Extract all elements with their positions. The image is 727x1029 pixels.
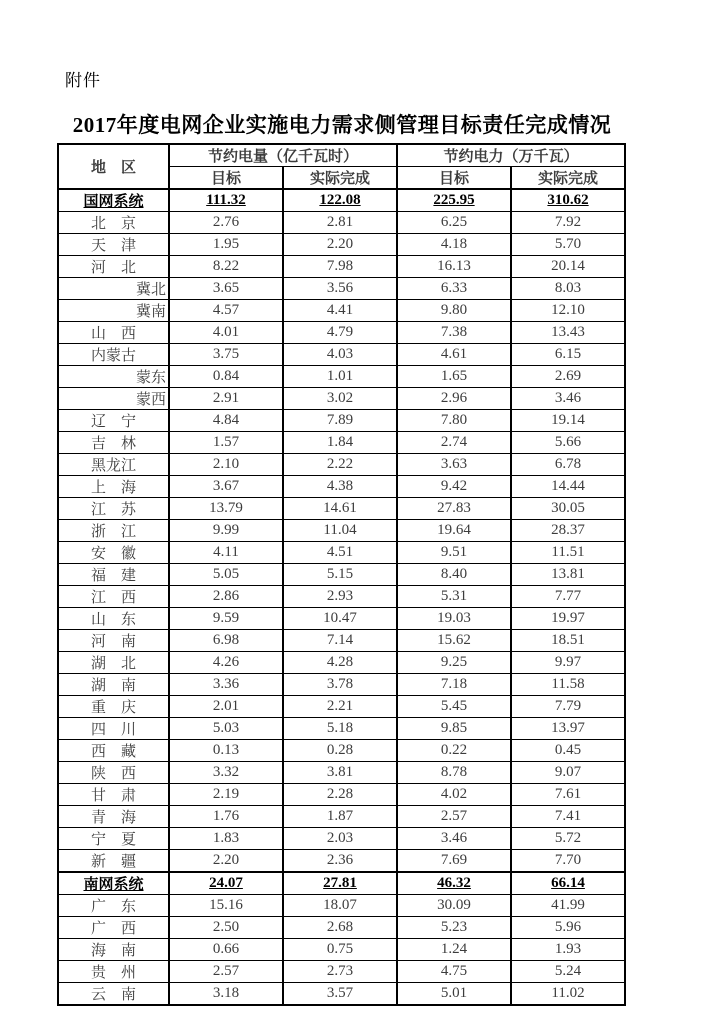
region-cell: 新 疆 [58,850,169,873]
value-cell: 3.78 [283,674,397,696]
value-cell: 13.43 [511,322,625,344]
value-cell: 9.59 [169,608,283,630]
value-cell: 3.67 [169,476,283,498]
value-cell: 1.24 [397,939,511,961]
subheader-target-energy: 目标 [169,167,283,190]
value-cell: 4.03 [283,344,397,366]
value-cell: 30.09 [397,895,511,917]
group-header-energy-saved: 节约电量（亿千瓦时） [169,144,397,167]
table-row [58,454,625,476]
value-cell: 3.57 [283,983,397,1006]
value-cell: 7.38 [397,322,511,344]
region-cell: 河 北 [58,256,169,278]
value-cell: 4.79 [283,322,397,344]
table-row [58,300,625,322]
value-cell: 6.33 [397,278,511,300]
value-cell: 0.66 [169,939,283,961]
table-row [58,564,625,586]
table-row [58,322,625,344]
value-cell: 2.73 [283,961,397,983]
table-row [58,850,625,873]
table-row [58,189,625,212]
value-cell: 18.07 [283,895,397,917]
region-cell: 广 西 [58,917,169,939]
value-cell: 5.66 [511,432,625,454]
table-row [58,410,625,432]
value-cell: 16.13 [397,256,511,278]
value-cell: 0.75 [283,939,397,961]
value-cell: 0.13 [169,740,283,762]
region-cell: 山 东 [58,608,169,630]
region-cell: 甘 肃 [58,784,169,806]
value-cell: 2.20 [169,850,283,873]
region-cell: 西 藏 [58,740,169,762]
region-cell: 国网系统 [58,189,169,212]
value-cell: 15.16 [169,895,283,917]
value-cell: 2.96 [397,388,511,410]
value-cell: 18.51 [511,630,625,652]
value-cell: 2.19 [169,784,283,806]
value-cell: 7.77 [511,586,625,608]
region-cell: 福 建 [58,564,169,586]
table-row [58,828,625,850]
region-cell: 湖 北 [58,652,169,674]
value-cell: 2.20 [283,234,397,256]
region-cell: 黑龙江 [58,454,169,476]
value-cell: 225.95 [397,189,511,212]
value-cell: 2.28 [283,784,397,806]
region-cell: 上 海 [58,476,169,498]
value-cell: 3.36 [169,674,283,696]
region-cell: 冀北 [58,278,169,300]
value-cell: 2.74 [397,432,511,454]
value-cell: 5.01 [397,983,511,1006]
region-cell: 天 津 [58,234,169,256]
region-cell: 河 南 [58,630,169,652]
value-cell: 2.50 [169,917,283,939]
value-cell: 1.93 [511,939,625,961]
value-cell: 9.07 [511,762,625,784]
value-cell: 27.83 [397,498,511,520]
value-cell: 4.61 [397,344,511,366]
value-cell: 46.32 [397,872,511,895]
table-row [58,806,625,828]
value-cell: 7.89 [283,410,397,432]
value-cell: 4.28 [283,652,397,674]
region-cell: 江 苏 [58,498,169,520]
table-row [58,939,625,961]
value-cell: 11.02 [511,983,625,1006]
table-row [58,917,625,939]
table-row [58,895,625,917]
value-cell: 5.31 [397,586,511,608]
value-cell: 6.98 [169,630,283,652]
value-cell: 2.76 [169,212,283,234]
value-cell: 28.37 [511,520,625,542]
value-cell: 7.18 [397,674,511,696]
value-cell: 7.98 [283,256,397,278]
value-cell: 9.80 [397,300,511,322]
value-cell: 19.14 [511,410,625,432]
table-row [58,652,625,674]
value-cell: 12.10 [511,300,625,322]
region-cell: 宁 夏 [58,828,169,850]
subheader-actual-power: 实际完成 [511,167,625,190]
table-row [58,278,625,300]
value-cell: 9.42 [397,476,511,498]
value-cell: 7.80 [397,410,511,432]
value-cell: 4.51 [283,542,397,564]
region-cell: 山 西 [58,322,169,344]
value-cell: 6.25 [397,212,511,234]
region-cell: 辽 宁 [58,410,169,432]
value-cell: 8.22 [169,256,283,278]
value-cell: 3.18 [169,983,283,1006]
value-cell: 9.25 [397,652,511,674]
value-cell: 41.99 [511,895,625,917]
region-cell: 重 庆 [58,696,169,718]
region-cell: 内蒙古 [58,344,169,366]
value-cell: 27.81 [283,872,397,895]
value-cell: 5.05 [169,564,283,586]
region-cell: 江 西 [58,586,169,608]
value-cell: 2.57 [169,961,283,983]
value-cell: 111.32 [169,189,283,212]
value-cell: 2.21 [283,696,397,718]
value-cell: 1.65 [397,366,511,388]
table-row [58,234,625,256]
value-cell: 6.15 [511,344,625,366]
value-cell: 8.03 [511,278,625,300]
region-cell: 冀南 [58,300,169,322]
value-cell: 2.69 [511,366,625,388]
value-cell: 2.93 [283,586,397,608]
value-cell: 7.69 [397,850,511,873]
table-row [58,674,625,696]
value-cell: 122.08 [283,189,397,212]
value-cell: 5.18 [283,718,397,740]
value-cell: 1.83 [169,828,283,850]
value-cell: 5.96 [511,917,625,939]
region-cell: 陕 西 [58,762,169,784]
value-cell: 7.41 [511,806,625,828]
region-cell: 浙 江 [58,520,169,542]
region-cell: 湖 南 [58,674,169,696]
table-row [58,520,625,542]
value-cell: 0.22 [397,740,511,762]
value-cell: 3.46 [511,388,625,410]
table-row [58,784,625,806]
value-cell: 4.02 [397,784,511,806]
value-cell: 11.58 [511,674,625,696]
value-cell: 1.95 [169,234,283,256]
region-cell: 贵 州 [58,961,169,983]
region-cell: 蒙西 [58,388,169,410]
value-cell: 5.23 [397,917,511,939]
value-cell: 1.76 [169,806,283,828]
table-row [58,983,625,1006]
value-cell: 8.40 [397,564,511,586]
value-cell: 9.99 [169,520,283,542]
value-cell: 3.81 [283,762,397,784]
region-cell: 蒙东 [58,366,169,388]
table-row [58,388,625,410]
value-cell: 310.62 [511,189,625,212]
value-cell: 3.02 [283,388,397,410]
value-cell: 5.70 [511,234,625,256]
page-title: 2017年度电网企业实施电力需求侧管理目标责任完成情况 [72,113,612,137]
table-row [58,718,625,740]
value-cell: 15.62 [397,630,511,652]
region-cell: 北 京 [58,212,169,234]
value-cell: 11.51 [511,542,625,564]
value-cell: 19.97 [511,608,625,630]
table-row [58,740,625,762]
table-row [58,762,625,784]
value-cell: 4.11 [169,542,283,564]
value-cell: 14.44 [511,476,625,498]
value-cell: 5.45 [397,696,511,718]
region-cell: 安 徽 [58,542,169,564]
region-cell: 青 海 [58,806,169,828]
value-cell: 2.10 [169,454,283,476]
value-cell: 6.78 [511,454,625,476]
table-row [58,432,625,454]
value-cell: 4.57 [169,300,283,322]
table-row [58,872,625,895]
table-row [58,366,625,388]
value-cell: 4.18 [397,234,511,256]
value-cell: 2.03 [283,828,397,850]
table-row [58,961,625,983]
attachment-label: 附件 [65,71,101,90]
value-cell: 7.70 [511,850,625,873]
subheader-target-power: 目标 [397,167,511,190]
value-cell: 13.79 [169,498,283,520]
value-cell: 7.61 [511,784,625,806]
region-cell: 吉 林 [58,432,169,454]
value-cell: 0.28 [283,740,397,762]
group-header-power-saved: 节约电力（万千瓦） [397,144,625,167]
value-cell: 10.47 [283,608,397,630]
value-cell: 66.14 [511,872,625,895]
value-cell: 4.41 [283,300,397,322]
table-row [58,586,625,608]
region-cell: 四 川 [58,718,169,740]
value-cell: 4.38 [283,476,397,498]
value-cell: 7.92 [511,212,625,234]
value-cell: 7.79 [511,696,625,718]
table-body [58,189,625,1005]
group-header-row [58,144,625,167]
table-row [58,498,625,520]
table-row [58,256,625,278]
value-cell: 2.57 [397,806,511,828]
value-cell: 2.68 [283,917,397,939]
table-row [58,608,625,630]
value-cell: 2.22 [283,454,397,476]
value-cell: 20.14 [511,256,625,278]
subheader-actual-energy: 实际完成 [283,167,397,190]
value-cell: 2.36 [283,850,397,873]
region-cell: 南网系统 [58,872,169,895]
value-cell: 4.84 [169,410,283,432]
value-cell: 11.04 [283,520,397,542]
value-cell: 3.63 [397,454,511,476]
value-cell: 9.51 [397,542,511,564]
value-cell: 4.75 [397,961,511,983]
value-cell: 5.15 [283,564,397,586]
value-cell: 19.03 [397,608,511,630]
region-header-cell: 地 区 [58,144,169,189]
value-cell: 9.97 [511,652,625,674]
value-cell: 5.72 [511,828,625,850]
value-cell: 2.01 [169,696,283,718]
table-row [58,476,625,498]
value-cell: 9.85 [397,718,511,740]
value-cell: 1.87 [283,806,397,828]
table-row [58,630,625,652]
table-row [58,212,625,234]
value-cell: 7.14 [283,630,397,652]
table-row [58,542,625,564]
value-cell: 1.01 [283,366,397,388]
value-cell: 5.03 [169,718,283,740]
value-cell: 13.97 [511,718,625,740]
value-cell: 1.84 [283,432,397,454]
value-cell: 3.32 [169,762,283,784]
value-cell: 2.81 [283,212,397,234]
value-cell: 2.91 [169,388,283,410]
value-cell: 3.75 [169,344,283,366]
value-cell: 24.07 [169,872,283,895]
region-cell: 海 南 [58,939,169,961]
value-cell: 1.57 [169,432,283,454]
region-cell: 广 东 [58,895,169,917]
value-cell: 0.45 [511,740,625,762]
value-cell: 3.65 [169,278,283,300]
value-cell: 2.86 [169,586,283,608]
table-row [58,344,625,366]
value-cell: 0.84 [169,366,283,388]
value-cell: 4.01 [169,322,283,344]
value-cell: 5.24 [511,961,625,983]
value-cell: 8.78 [397,762,511,784]
value-cell: 4.26 [169,652,283,674]
value-cell: 3.46 [397,828,511,850]
value-cell: 3.56 [283,278,397,300]
region-cell: 云 南 [58,983,169,1006]
results-table [57,143,626,1006]
value-cell: 19.64 [397,520,511,542]
value-cell: 14.61 [283,498,397,520]
value-cell: 30.05 [511,498,625,520]
table-row [58,696,625,718]
value-cell: 13.81 [511,564,625,586]
